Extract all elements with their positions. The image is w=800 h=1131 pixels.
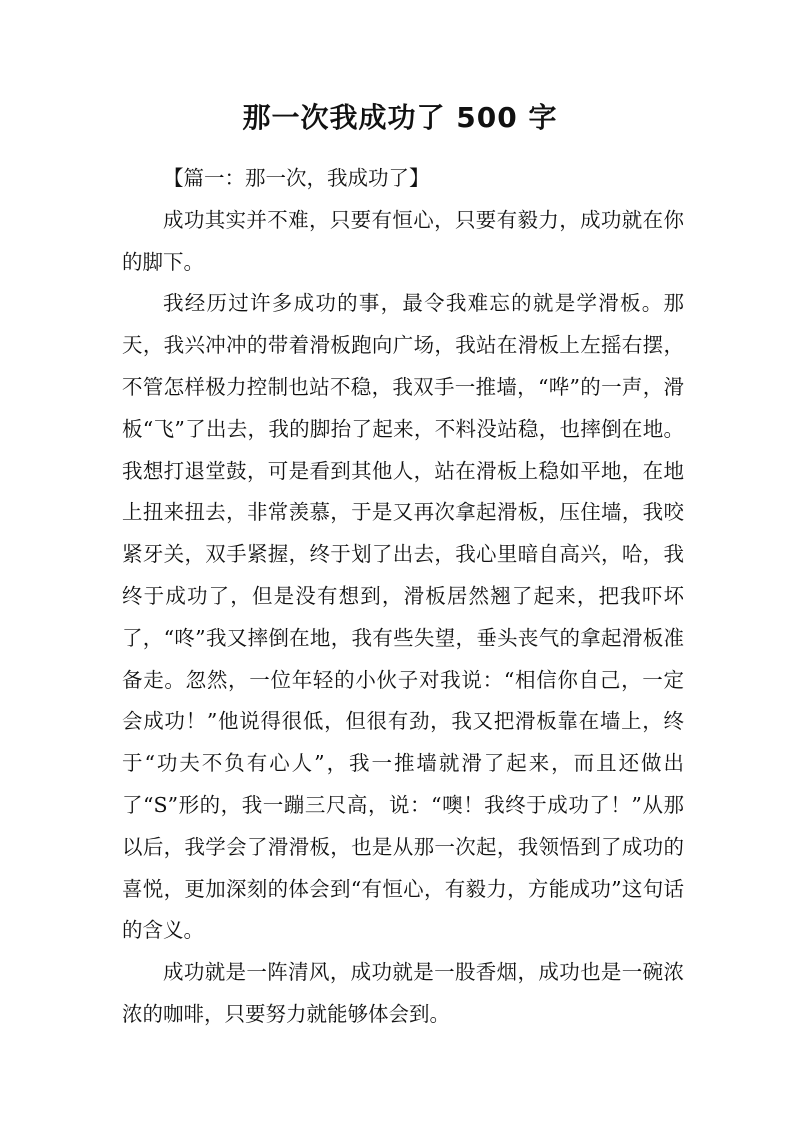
document-title: 那一次我成功了 500 字 (242, 101, 558, 134)
paragraph-story: 我经历过许多成功的事，最令我难忘的就是学滑板。那天，我兴冲冲的带着滑板跑向广场，我站在滑板上左摇右摆，不管怎样极力控制也站不稳，我双手一推墙，“哗”的一声，滑板“飞”了出去，我的脚抬了起来，不料没站稳，也摔倒在地。我想打退堂鼓，可是看到其他人，站在滑板上稳如平地，在地上扭来扭去，非常羡慕，于是又再次拿起滑板，压住墙，我咬紧牙关，双手紧握，终于划了出去，我心里暗自高兴，哈，我终于成功了，但是没有想到，滑板居然翘了起来，把我吓坏了，“咚”我又摔倒在地，我有些失望，垂头丧气的拿起滑板准备走。忽然，一位年轻的小伙子对我说：“相信你自己，一定会成功！”他说得很低，但很有劲，我又把滑板靠在墙上，终于“功夫不负有心人”，我一推墙就滑了起来，而且还做出了“S”形的，我一蹦三尺高，说：“噢！我终于成功了！”从那以后，我学会了滑滑板，也是从那一次起，我领悟到了成功的喜悦，更加深刻的体会到“有恒心，有毅力，方能成功”这句话的含义。 (122, 291, 684, 943)
paragraph-intro: 成功其实并不难，只要有恒心，只要有毅力，成功就在你的脚下。 (122, 207, 684, 274)
paragraph-conclusion: 成功就是一阵清风，成功就是一股香烟，成功也是一碗浓浓的咖啡，只要努力就能够体会到。 (122, 960, 684, 1026)
document-body (122, 158, 684, 1036)
section-heading: 【篇一：那一次，我成功了】 (163, 166, 430, 190)
